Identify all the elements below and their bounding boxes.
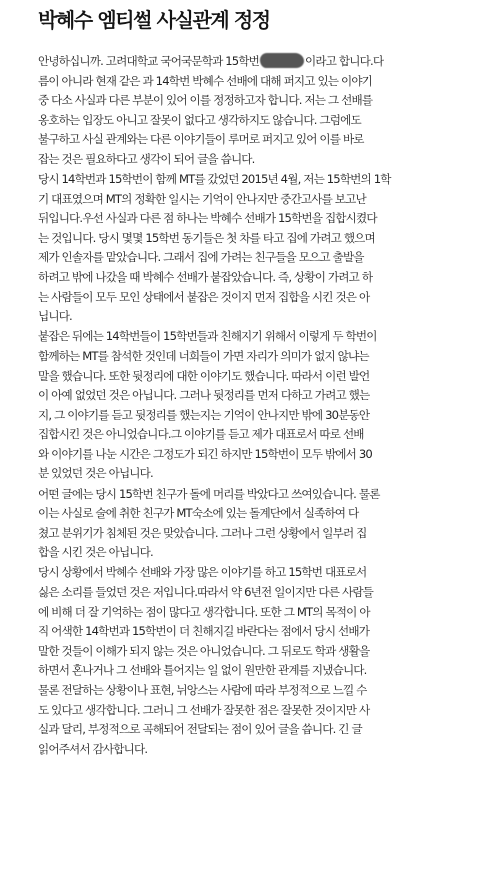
text-line: 중 다소 사실과 다른 부분이 있어 이를 정정하고자 합니다. 저는 그 선배를 <box>38 93 373 108</box>
text-line: 어떤 글에는 당시 15학번 친구가 돌에 머리를 박았다고 쓰여있습니다. 물론 <box>38 486 380 501</box>
text-line: 기 대표였으며 MT의 정확한 일시는 기억이 안나지만 중간고사를 보고난 <box>38 191 366 206</box>
text-line: 쳤고 분위기가 침체된 것은 맞았습니다. 그러나 그런 상황에서 일부러 집 <box>38 525 367 540</box>
text-line: 집합시킨 것은 아니었습니다.그 이야기를 듣고 제가 대표로서 따로 선배 <box>38 427 364 442</box>
text-line: 제가 인솔자를 맡았습니다. 그래서 집에 가려는 친구들을 모으고 출발을 <box>38 250 364 265</box>
paragraph-1 <box>38 52 457 170</box>
text-line: 에 비해 더 잘 기억하는 점이 많다고 생각합니다. 또한 그 MT의 목적이 아 <box>38 604 370 619</box>
text-line: 뒤입니다.우선 사실과 다른 점 하나는 박혜수 선배가 15학번을 집합시켰다 <box>38 211 377 226</box>
text-line: 당시 14학번과 15학번이 함께 MT를 갔었던 2015년 4월, 저는 15학번의 1학 <box>38 172 391 187</box>
text-line: 와 이야기를 나눈 시간은 그정도가 되긴 하지만 15학번이 모두 밖에서 30 <box>38 446 372 461</box>
paragraph-4 <box>38 485 457 563</box>
paragraph-3 <box>38 327 457 484</box>
redacted-name-mark <box>260 53 304 68</box>
text-line: 안녕하십니까. 고려대학교 국어국문학과 15학번 이라고 합니다.다 <box>38 54 384 68</box>
text-line: 실과 달리, 부정적으로 곡해되어 전달되는 점이 있어 글을 씁니다. 긴 글 <box>38 722 362 737</box>
text-line: 지, 그 이야기를 듣고 뒷정리를 했는지는 기억이 안나지만 밖에 30분동안 <box>38 407 370 422</box>
text-line: 닙니다. <box>38 309 72 324</box>
article-title: 박혜수 엠티썰 사실관계 정정 <box>38 8 270 32</box>
text-line: 하려고 밖에 나갔을 때 박혜수 선배가 붙잡았습니다. 즉, 상황이 가려고 하 <box>38 270 373 285</box>
text-line: 말을 했습니다. 또한 뒷정리에 대한 이야기도 했습니다. 따라서 이런 발언 <box>38 368 370 383</box>
text-line: 물론 전달하는 상황이나 표현, 뉘앙스는 사람에 따라 부정적으로 느낄 수 <box>38 683 367 697</box>
text-line: 이는 사실로 술에 취한 친구가 MT숙소에 있는 돌계단에서 실족하여 다 <box>38 506 359 521</box>
text-line: 이 아예 없었던 것은 아닙니다. 그러나 뒷정리를 먼저 다하고 가려고 했는 <box>38 388 370 403</box>
text-line: 직 어색한 14학번과 15학번이 더 친해지길 바란다는 점에서 당시 선배가 <box>38 624 370 639</box>
text-line: 는 사람들이 모두 모인 상태에서 붙잡은 것이지 먼저 집합을 시킨 것은 아 <box>38 289 370 304</box>
paragraph-5 <box>38 563 457 759</box>
text-line: 는 것입니다. 당시 몇몇 15학번 동기들은 첫 차를 타고 집에 가려고 했으며 <box>38 230 375 245</box>
text-line: 붙잡은 뒤에는 14학번들이 15학번들과 친해지기 위해서 이렇게 두 학번이 <box>38 329 377 344</box>
text-line: 함께하는 MT를 참석한 것인데 너희들이 가면 자리가 의미가 없지 않냐는 <box>38 348 369 363</box>
text-line: 당시 상황에서 박혜수 선배와 가장 많은 이야기를 하고 15학번 대표로서 <box>38 565 367 580</box>
text-line: 읽어주셔서 감사합니다. <box>38 741 148 756</box>
text-line: 도 있다고 생각합니다. 그러니 그 선배가 잘못한 점은 잘못한 것이지만 사 <box>38 702 370 717</box>
text-line: 합을 시킨 것은 아닙니다. <box>38 545 153 560</box>
paragraph-2 <box>38 170 457 327</box>
text-line: 잡는 것은 필요하다고 생각이 되어 글을 씁니다. <box>38 151 255 166</box>
text-line: 하면서 혼나거나 그 선배와 틀어지는 일 없이 원만한 관계를 지냈습니다. <box>38 663 367 678</box>
text-line: 불구하고 사실 관계와는 다른 이야기들이 루머로 퍼지고 있어 이를 바로 <box>38 132 364 147</box>
text-line: 름이 아니라 현재 같은 과 14학번 박혜수 선배에 대해 퍼지고 있는 이야기 <box>38 73 373 88</box>
text-line: 옹호하는 입장도 아니고 잘못이 없다고 생각하지도 않습니다. 그럼에도 <box>38 112 361 127</box>
text-line: 말한 것들이 이해가 되지 않는 것은 아니었습니다. 그 뒤로도 학과 생활을 <box>38 643 370 658</box>
text-line: 분 있었던 것은 아닙니다. <box>38 466 153 481</box>
text-line: 싫은 소리를 들었던 것은 저입니다.따라서 약 6년전 일이지만 다른 사람들 <box>38 585 374 600</box>
